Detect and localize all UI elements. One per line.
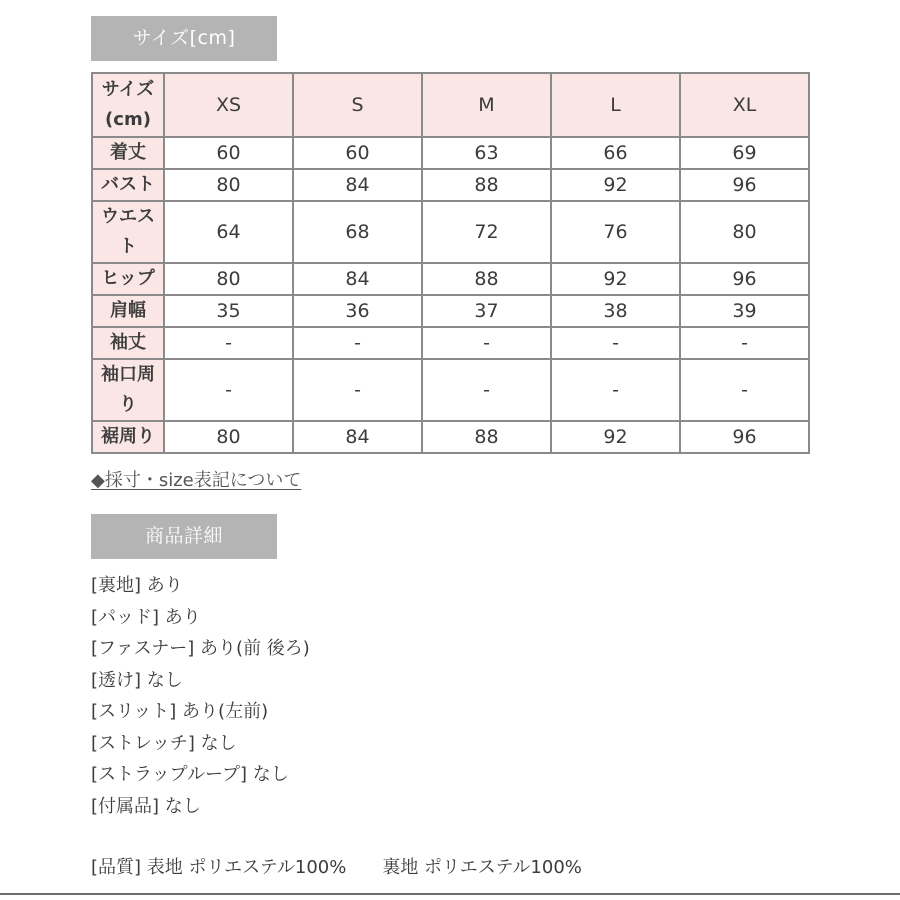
table-cell: 80 (164, 169, 293, 201)
row-header: バスト (92, 169, 164, 201)
table-cell: - (422, 359, 551, 421)
size-header-s: S (293, 73, 422, 137)
table-row (92, 295, 809, 327)
table-cell: 88 (422, 421, 551, 453)
table-cell: 60 (293, 137, 422, 169)
table-cell: - (680, 359, 809, 421)
product-detail-list (91, 570, 310, 822)
table-row (92, 359, 809, 421)
table-cell: - (164, 327, 293, 359)
size-header-l: L (551, 73, 680, 137)
table-cell: - (551, 327, 680, 359)
table-cell: 66 (551, 137, 680, 169)
table-cell: 69 (680, 137, 809, 169)
table-cell: 80 (680, 201, 809, 263)
table-cell: 92 (551, 169, 680, 201)
table-cell: 63 (422, 137, 551, 169)
table-cell: 72 (422, 201, 551, 263)
list-item: [裏地] あり (91, 575, 183, 596)
list-item: [透け] なし (91, 669, 183, 691)
table-cell: 84 (293, 263, 422, 295)
row-header: 肩幅 (92, 295, 164, 327)
table-cell: - (551, 359, 680, 421)
table-cell: - (293, 327, 422, 359)
size-section-label: サイズ[cm] (91, 16, 277, 61)
table-cell: 80 (164, 263, 293, 295)
row-header: ヒップ (92, 263, 164, 295)
table-cell: 96 (680, 169, 809, 201)
table-cell: - (422, 327, 551, 359)
list-item: [ファスナー] あり(前 後ろ) (91, 638, 310, 659)
table-cell: 76 (551, 201, 680, 263)
detail-section-label: 商品詳細 (91, 514, 277, 559)
table-cell: 92 (551, 263, 680, 295)
table-row (92, 263, 809, 295)
table-cell: - (680, 327, 809, 359)
table-cell: 88 (422, 169, 551, 201)
size-header-xl: XL (680, 73, 809, 137)
table-row (92, 327, 809, 359)
table-cell: - (164, 359, 293, 421)
table-cell: 96 (680, 421, 809, 453)
table-row (92, 169, 809, 201)
table-cell: 68 (293, 201, 422, 263)
row-header: ウエス ト (92, 201, 164, 263)
size-header-m: M (422, 73, 551, 137)
bottom-divider (0, 893, 900, 895)
table-cell: - (293, 359, 422, 421)
table-row (92, 421, 809, 453)
table-cell: 60 (164, 137, 293, 169)
table-cell: 96 (680, 263, 809, 295)
table-cell: 36 (293, 295, 422, 327)
size-table-header-row (92, 73, 809, 137)
row-header: 袖口周 り (92, 359, 164, 421)
list-item: [パッド] あり (91, 606, 201, 628)
list-item: [スリット] あり(左前) (91, 701, 269, 722)
size-table-corner-header: サイズ (cm) (92, 73, 164, 137)
table-cell: 92 (551, 421, 680, 453)
row-header: 裾周り (92, 421, 164, 453)
table-row (92, 137, 809, 169)
size-table (91, 72, 810, 454)
table-cell: 39 (680, 295, 809, 327)
size-header-xs: XS (164, 73, 293, 137)
table-cell: 64 (164, 201, 293, 263)
list-item: [付属品] なし (91, 795, 201, 817)
table-cell: 80 (164, 421, 293, 453)
row-header: 袖丈 (92, 327, 164, 359)
table-cell: 84 (293, 421, 422, 453)
measurement-note-link[interactable]: ◆採寸・size表記について (91, 470, 302, 491)
list-item: [ストレッチ] なし (91, 732, 237, 754)
table-cell: 84 (293, 169, 422, 201)
list-item: [ストラップループ] なし (91, 764, 289, 785)
table-cell: 35 (164, 295, 293, 327)
row-header: 着丈 (92, 137, 164, 169)
table-cell: 88 (422, 263, 551, 295)
table-row (92, 201, 809, 263)
table-cell: 38 (551, 295, 680, 327)
table-cell: 37 (422, 295, 551, 327)
material-quality-text: [品質] 表地 ポリエステル100% 裏地 ポリエステル100% (91, 857, 582, 878)
